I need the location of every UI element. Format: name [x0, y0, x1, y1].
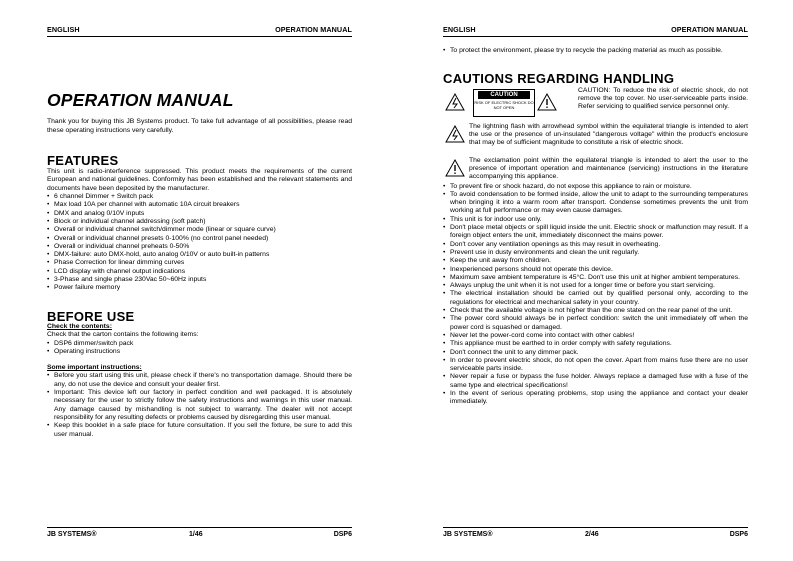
- header-language: ENGLISH: [47, 25, 80, 34]
- list-item: • Max load 10A per channel with automatic 10A circuit breakers: [47, 201, 352, 209]
- instructions-list: [47, 372, 352, 438]
- list-item: • To prevent fire or shock hazard, do not expose this appliance to rain or moisture.: [443, 183, 748, 191]
- cautions-heading: CAUTIONS REGARDING HANDLING: [443, 71, 675, 87]
- list-item: • Before you start using this unit, please check if there's no transportation damage. Should there be any, do not use the device and consult your dealer first.: [47, 372, 352, 389]
- footer-brand: JB SYSTEMS®: [443, 531, 493, 538]
- list-item: • 6 channel Dimmer + Switch pack: [47, 193, 352, 201]
- list-item: • 3-Phase and single phase 230Vac 50~60Hz inputs: [47, 276, 352, 284]
- footer-model: DSP6: [729, 531, 748, 538]
- list-item: • Phase Correction for linear dimming curves: [47, 259, 352, 267]
- page-header: [47, 25, 352, 37]
- caution-block: [443, 87, 748, 123]
- page-footer: [47, 527, 352, 540]
- list-item: • Don't place metal objects or spill liquid inside the unit. Electric shock or malfunction may result. If a foreign object enters the unit, immediately disconnect the mains power.: [443, 224, 748, 241]
- exclamation-icon: [445, 159, 465, 177]
- recycle-list: [443, 47, 748, 55]
- header-title: OPERATION MANUAL: [671, 25, 748, 34]
- exclamation-block: [443, 157, 748, 183]
- lightning-block: [443, 123, 748, 157]
- list-item: • In the event of serious operating problems, stop using the appliance and contact your dealer immediately.: [443, 390, 748, 407]
- list-item: • To protect the environment, please try to recycle the packing material as much as possible.: [443, 47, 748, 55]
- list-item: • Keep the unit away from children.: [443, 257, 748, 265]
- list-item: • In order to prevent electric shock, do not open the cover. Apart from mains fuse there are no user serviceable parts inside.: [443, 357, 748, 374]
- lightning-text: The lightning flash with arrowhead symbol within the equilateral triangle is intended to alert the use or the presence of un-insulated "dangerous voltage" within the product's enclosure that may be of sufficient magnitude to constitute a risk of electric shock.: [469, 122, 748, 147]
- list-item: • The electrical installation should be carried out by qualified personal only, according to the regulations for electrical and mechanical safety in your country.: [443, 290, 748, 307]
- page-2: [397, 0, 793, 561]
- list-item: • This unit is for indoor use only.: [443, 216, 748, 224]
- list-item: • Don't cover any ventilation openings as this may result in overheating.: [443, 241, 748, 249]
- contents-list: [47, 340, 352, 357]
- list-item: • Operating instructions: [47, 348, 352, 356]
- list-item: • Important: This device left our factory in perfect condition and well packaged. It is absolutely necessary for the user to strictly follow the safety instructions and warnings in this user manual. Any damage caused by mishandling is not subject to warranty. The dealer will not accept responsibility for any resulting defects or problems caused by disregarding this user manual.: [47, 389, 352, 422]
- list-item: • Inexperienced persons should not operate this device.: [443, 266, 748, 274]
- features-list: [47, 193, 352, 293]
- header-title: OPERATION MANUAL: [275, 25, 352, 34]
- list-item: • Always unplug the unit when it is not used for a longer time or before you start servicing.: [443, 282, 748, 290]
- list-item: • Keep this booklet in a safe place for future consultation. If you sell the fixture, be sure to add this user manual.: [47, 422, 352, 439]
- list-item: • Maximum save ambient temperature is 45°C. Don't use this unit at higher ambient temperatures.: [443, 274, 748, 282]
- exclamation-icon: [537, 93, 557, 111]
- caution-small-text: RISK OF ELECTRIC SHOCK DO NOT OPEN: [474, 99, 534, 110]
- list-item: • DMX-failure: auto DMX-hold, auto analog 0/10V or auto built-in patterns: [47, 251, 352, 259]
- exclamation-text: The exclamation point within the equilateral triangle is intended to alert the user to the presence of important operation and maintenance (servicing) instructions in the literature accompanying this appliance.: [469, 156, 748, 181]
- header-language: ENGLISH: [443, 25, 476, 34]
- page-2-content: [443, 47, 748, 407]
- page-1: [0, 0, 396, 561]
- page-1-content: [47, 90, 352, 439]
- list-item: • Overall or individual channel presets 0-100% (no control panel needed): [47, 235, 352, 243]
- caution-label-box: [473, 89, 535, 117]
- features-heading: FEATURES: [47, 152, 119, 168]
- instructions-title: Some important instructions:: [47, 364, 142, 372]
- list-item: • Overall or individual channel preheats 0-50%: [47, 243, 352, 251]
- caution-text: CAUTION: To reduce the risk of electric shock, do not remove the top cover. No user-serviceable parts inside. Refer servicing to qualified service personnel only.: [578, 86, 748, 111]
- list-item: • Power failure memory: [47, 284, 352, 292]
- lightning-icon: [445, 93, 465, 111]
- list-item: • LCD display with channel output indications: [47, 268, 352, 276]
- list-item: • Never repair a fuse or bypass the fuse holder. Always replace a damaged fuse with a fuse of the same type and electrical specifications!: [443, 373, 748, 390]
- page-number: 1/46: [189, 531, 203, 538]
- page-number: 2/46: [585, 531, 599, 538]
- caution-label: CAUTION: [478, 91, 530, 99]
- features-paragraph: This unit is radio-interference suppressed. This product meets the requirements of the current European and national guidelines. Conformity has been established and the relevant statements and documents have been deposited by the manufacturer.: [47, 168, 352, 192]
- footer-brand: JB SYSTEMS®: [47, 531, 97, 538]
- check-contents-title: Check the contents:: [47, 322, 112, 330]
- safety-list: [443, 183, 748, 407]
- list-item: • Overall or individual channel switch/dimmer mode (linear or square curve): [47, 226, 352, 234]
- list-item: • Never let the power-cord come into contact with other cables!: [443, 332, 748, 340]
- list-item: • Don't connect the unit to any dimmer pack.: [443, 349, 748, 357]
- before-use-heading: BEFORE USE: [47, 308, 135, 324]
- list-item: • Prevent use in dusty environments and clean the unit regularly.: [443, 249, 748, 257]
- list-item: • To avoid condensation to be formed inside, allow the unit to adapt to the surrounding temperatures when bringing it into a warm room after transport. Condense sometimes prevents the unit from working at full performance or may even cause damages.: [443, 191, 748, 216]
- lightning-icon: [445, 125, 465, 143]
- check-contents-text: Check that the carton contains the following items:: [47, 331, 199, 339]
- list-item: • Check that the available voltage is not higher than the one stated on the rear panel of the unit.: [443, 307, 748, 315]
- footer-model: DSP6: [333, 531, 352, 538]
- intro-text: Thank you for buying this JB Systems product. To take full advantage of all possibilities, please read these operating instructions very carefully.: [47, 118, 352, 134]
- list-item: • The power cord should always be in perfect condition: switch the unit immediately off when the power cord is squashed or damaged.: [443, 315, 748, 332]
- page-footer: [443, 527, 748, 540]
- page-header: [443, 25, 748, 37]
- list-item: • Block or individual channel addressing (soft patch): [47, 218, 352, 226]
- list-item: • DMX and analog 0/10V inputs: [47, 210, 352, 218]
- list-item: • DSP6 dimmer/switch pack: [47, 340, 352, 348]
- list-item: • This appliance must be earthed to in order comply with safety regulations.: [443, 340, 748, 348]
- page-title: OPERATION MANUAL: [47, 90, 234, 110]
